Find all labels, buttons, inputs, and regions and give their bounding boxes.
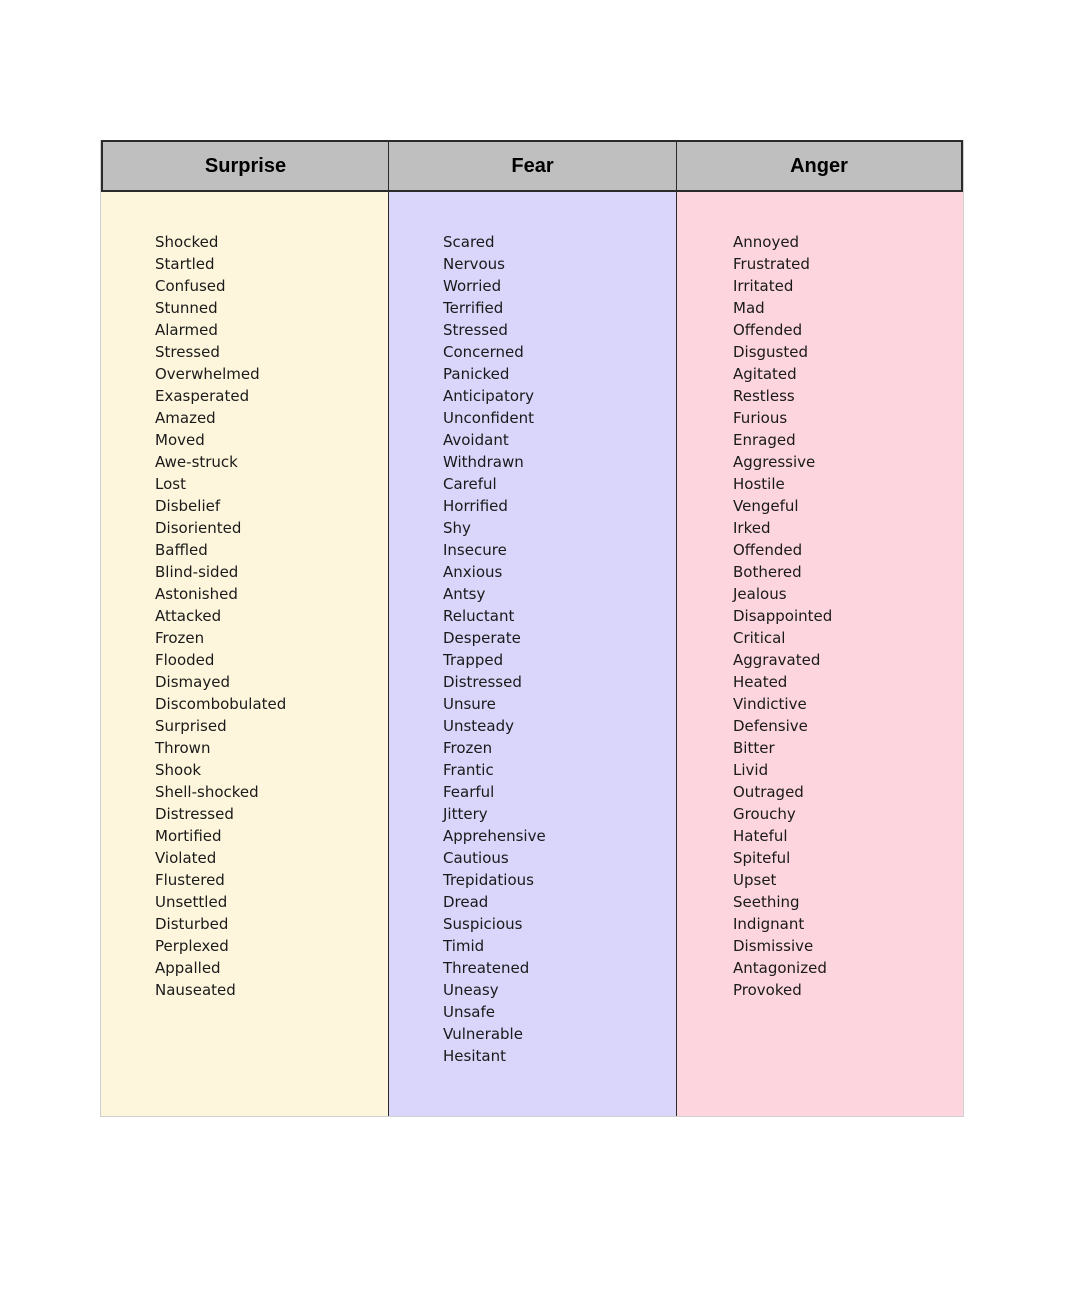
- emotion-word: Frozen: [443, 739, 493, 757]
- emotion-word: Distressed: [155, 805, 234, 823]
- fear-word-list: [389, 231, 676, 1067]
- emotion-word: Aggravated: [733, 651, 821, 669]
- emotion-word: Astonished: [155, 585, 238, 603]
- emotion-word: Nauseated: [155, 981, 236, 999]
- emotion-word: Disbelief: [155, 497, 221, 515]
- emotion-word: Appalled: [155, 959, 221, 977]
- anger-column: [676, 140, 964, 1116]
- emotion-word: Unsettled: [155, 893, 228, 911]
- emotion-word: Seething: [733, 893, 800, 911]
- emotion-word: Suspicious: [443, 915, 523, 933]
- emotion-word: Offended: [733, 541, 803, 559]
- anger-column-header: Anger: [677, 140, 963, 192]
- surprise-column-header: Surprise: [101, 140, 388, 192]
- emotion-word: Alarmed: [155, 321, 218, 339]
- emotion-word: Furious: [733, 409, 788, 427]
- emotion-word: Disturbed: [155, 915, 229, 933]
- anger-column-body: [677, 192, 963, 1116]
- emotion-word: Vindictive: [733, 695, 807, 713]
- emotion-word-table: [100, 140, 964, 1117]
- emotion-word: Bothered: [733, 563, 802, 581]
- emotion-word: Shook: [155, 761, 202, 779]
- emotion-word: Unsteady: [443, 717, 515, 735]
- emotion-word: Threatened: [443, 959, 530, 977]
- emotion-word: Jealous: [733, 585, 787, 603]
- emotion-word: Disgusted: [733, 343, 809, 361]
- emotion-word: Amazed: [155, 409, 216, 427]
- anger-word-list: [677, 231, 963, 1001]
- emotion-word: Blind-sided: [155, 563, 239, 581]
- emotion-word: Upset: [733, 871, 777, 889]
- emotion-word: Violated: [155, 849, 217, 867]
- emotion-word: Stressed: [155, 343, 220, 361]
- emotion-word: Terrified: [443, 299, 504, 317]
- emotion-word: Antsy: [443, 585, 486, 603]
- surprise-column: [100, 140, 388, 1116]
- emotion-word: Anticipatory: [443, 387, 535, 405]
- emotion-word: Reluctant: [443, 607, 515, 625]
- emotion-word: Fearful: [443, 783, 495, 801]
- emotion-word: Agitated: [733, 365, 797, 383]
- emotion-word: Cautious: [443, 849, 509, 867]
- emotion-word: Concerned: [443, 343, 524, 361]
- fear-column-header: Fear: [389, 140, 676, 192]
- emotion-word: Moved: [155, 431, 205, 449]
- emotion-word: Jittery: [443, 805, 488, 823]
- emotion-word: Shocked: [155, 233, 219, 251]
- emotion-word: Spiteful: [733, 849, 791, 867]
- emotion-word: Annoyed: [733, 233, 800, 251]
- emotion-word: Disoriented: [155, 519, 242, 537]
- emotion-word: Shell-shocked: [155, 783, 259, 801]
- emotion-word: Outraged: [733, 783, 804, 801]
- emotion-word: Shy: [443, 519, 471, 537]
- emotion-word: Horrified: [443, 497, 508, 515]
- emotion-word: Hostile: [733, 475, 785, 493]
- emotion-word: Apprehensive: [443, 827, 546, 845]
- emotion-word: Startled: [155, 255, 215, 273]
- emotion-word: Offended: [733, 321, 803, 339]
- surprise-column-body: [101, 192, 388, 1116]
- emotion-word: Unconfident: [443, 409, 535, 427]
- emotion-word: Defensive: [733, 717, 808, 735]
- emotion-word: Critical: [733, 629, 786, 647]
- emotion-word: Careful: [443, 475, 497, 493]
- emotion-word: Enraged: [733, 431, 796, 449]
- emotion-word: Attacked: [155, 607, 222, 625]
- emotion-word: Stunned: [155, 299, 218, 317]
- emotion-word: Heated: [733, 673, 788, 691]
- emotion-word: Uneasy: [443, 981, 499, 999]
- emotion-word: Indignant: [733, 915, 805, 933]
- emotion-word: Unsure: [443, 695, 496, 713]
- emotion-word: Flooded: [155, 651, 215, 669]
- emotion-word: Frustrated: [733, 255, 810, 273]
- emotion-word: Trepidatious: [443, 871, 534, 889]
- emotion-word: Irked: [733, 519, 771, 537]
- emotion-word: Bitter: [733, 739, 775, 757]
- emotion-word: Awe-struck: [155, 453, 238, 471]
- emotion-word: Stressed: [443, 321, 508, 339]
- emotion-word: Insecure: [443, 541, 507, 559]
- emotion-word: Withdrawn: [443, 453, 524, 471]
- emotion-word: Confused: [155, 277, 226, 295]
- emotion-word: Panicked: [443, 365, 510, 383]
- fear-column-body: [389, 192, 676, 1116]
- emotion-word: Exasperated: [155, 387, 250, 405]
- emotion-word: Avoidant: [443, 431, 509, 449]
- emotion-word: Baffled: [155, 541, 208, 559]
- emotion-word: Lost: [155, 475, 186, 493]
- emotion-word: Dismayed: [155, 673, 230, 691]
- emotion-word: Frozen: [155, 629, 205, 647]
- emotion-word: Distressed: [443, 673, 522, 691]
- emotion-word: Overwhelmed: [155, 365, 260, 383]
- emotion-word: Nervous: [443, 255, 505, 273]
- emotion-word: Scared: [443, 233, 495, 251]
- emotion-word: Surprised: [155, 717, 227, 735]
- emotion-word: Vulnerable: [443, 1025, 523, 1043]
- emotion-word: Dismissive: [733, 937, 814, 955]
- emotion-word: Flustered: [155, 871, 225, 889]
- emotion-word: Livid: [733, 761, 769, 779]
- emotion-word: Vengeful: [733, 497, 799, 515]
- emotion-word: Irritated: [733, 277, 794, 295]
- surprise-word-list: [101, 231, 388, 1001]
- emotion-word: Hateful: [733, 827, 788, 845]
- emotion-word: Perplexed: [155, 937, 229, 955]
- emotion-word: Mad: [733, 299, 765, 317]
- emotion-word: Worried: [443, 277, 502, 295]
- emotion-word: Restless: [733, 387, 795, 405]
- emotion-word: Aggressive: [733, 453, 816, 471]
- emotion-word: Provoked: [733, 981, 802, 999]
- emotion-word: Disappointed: [733, 607, 833, 625]
- emotion-word: Frantic: [443, 761, 494, 779]
- emotion-word: Dread: [443, 893, 489, 911]
- emotion-word: Discombobulated: [155, 695, 287, 713]
- emotion-word: Trapped: [443, 651, 504, 669]
- emotion-word: Anxious: [443, 563, 503, 581]
- emotion-word: Mortified: [155, 827, 222, 845]
- emotion-word: Timid: [443, 937, 485, 955]
- emotion-word: Thrown: [155, 739, 211, 757]
- emotion-word: Hesitant: [443, 1047, 506, 1065]
- fear-column: [388, 140, 676, 1116]
- emotion-word: Desperate: [443, 629, 521, 647]
- emotion-word: Antagonized: [733, 959, 827, 977]
- emotion-word: Grouchy: [733, 805, 796, 823]
- emotion-word: Unsafe: [443, 1003, 496, 1021]
